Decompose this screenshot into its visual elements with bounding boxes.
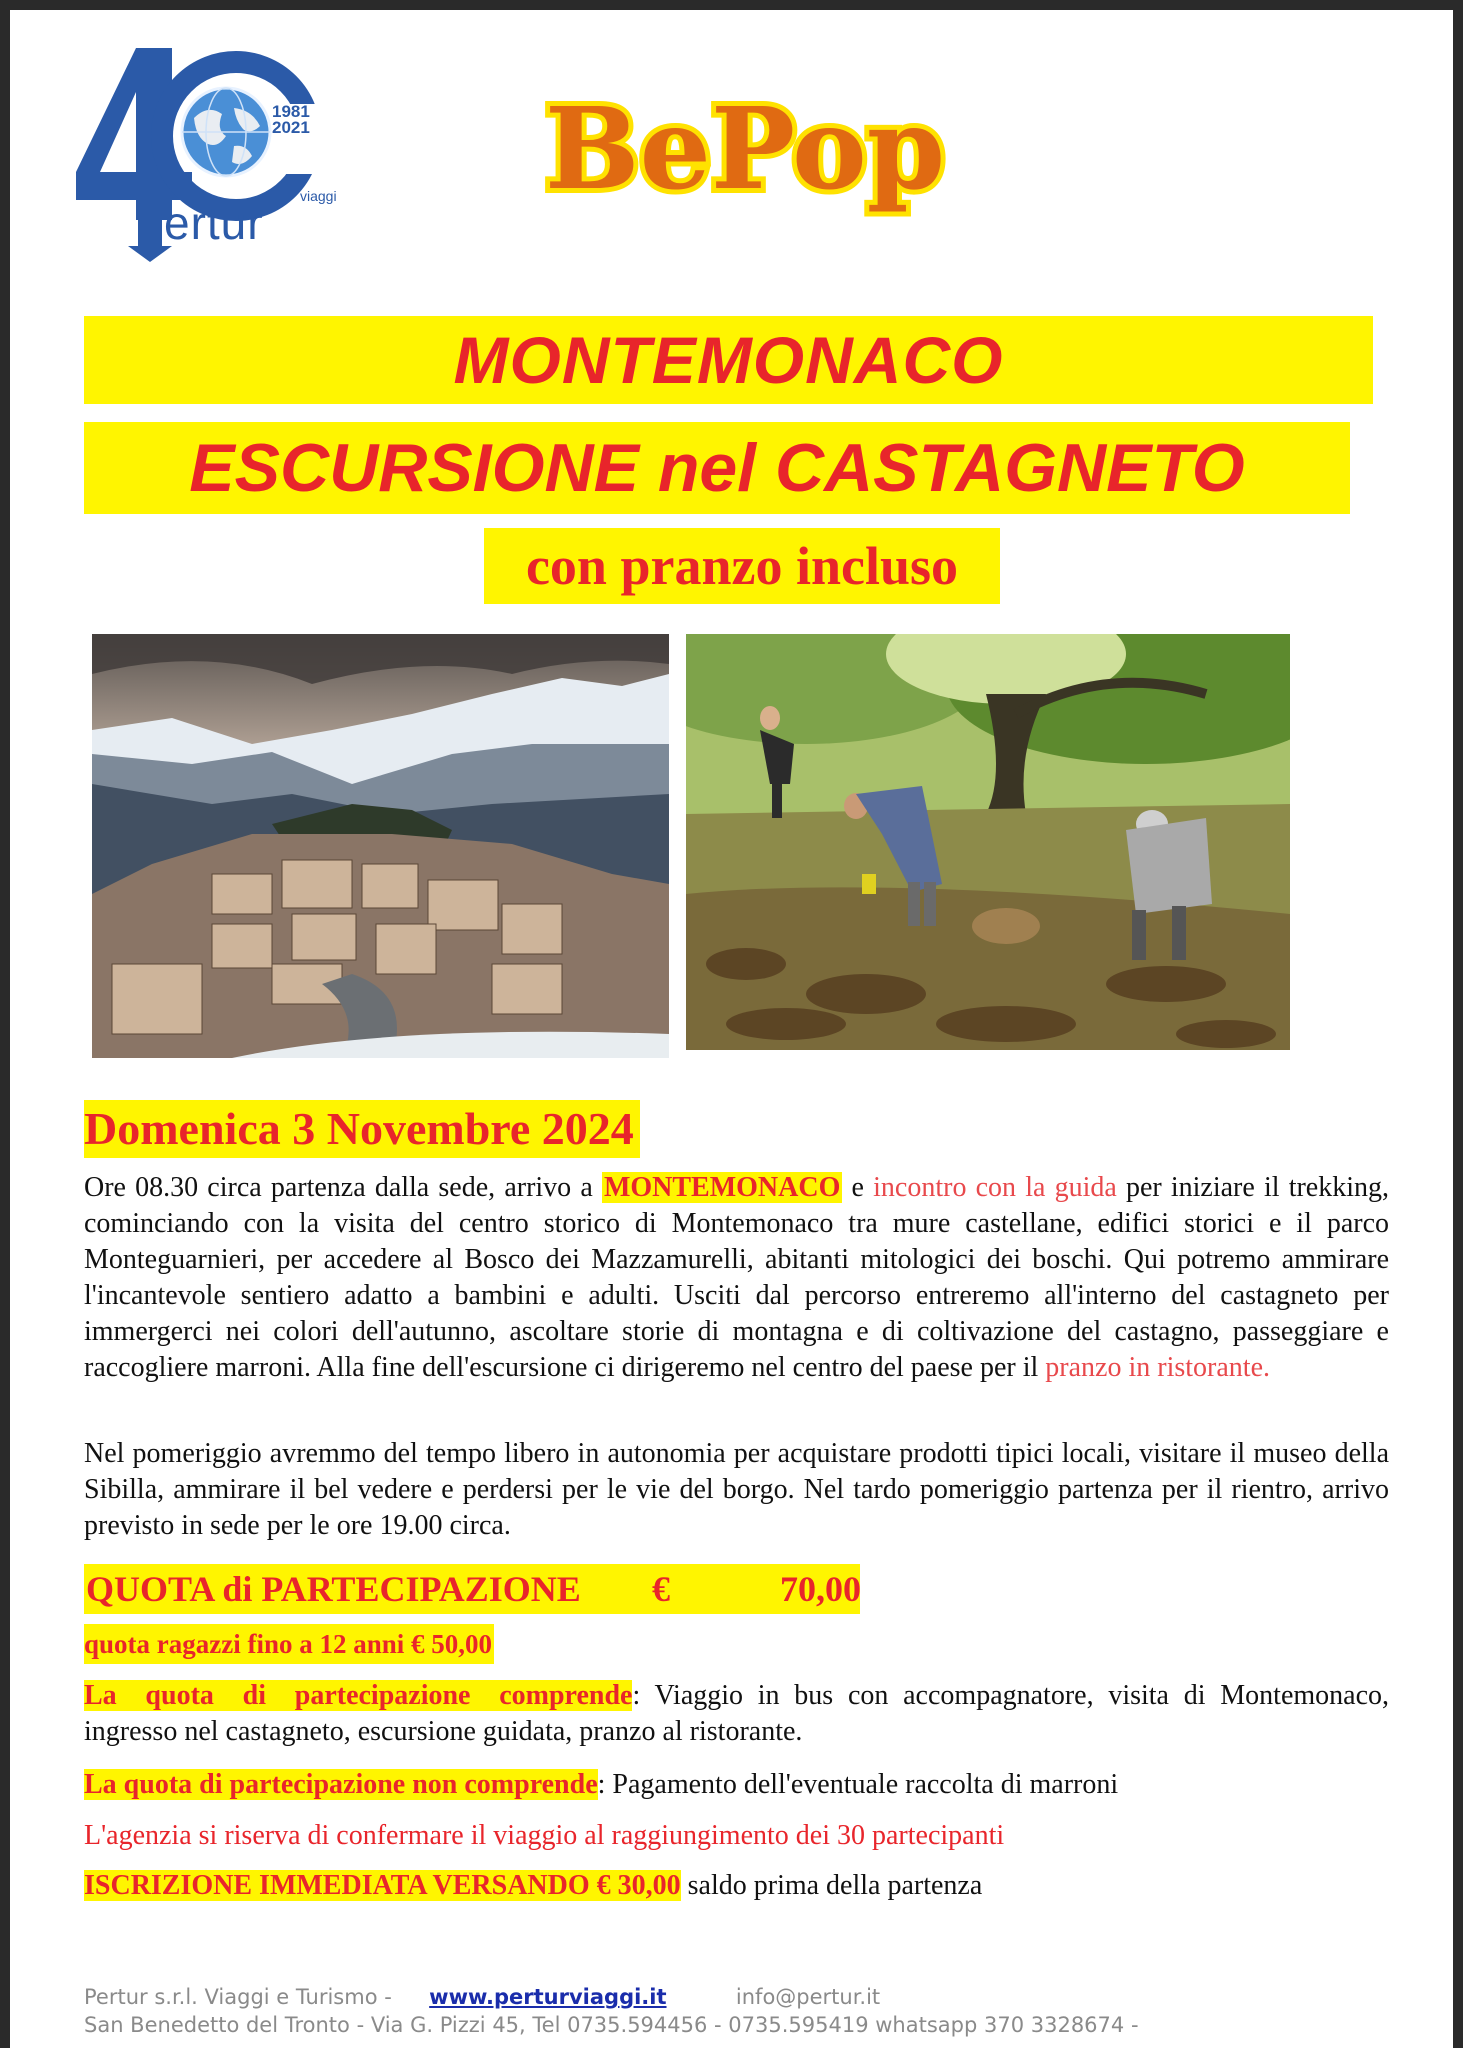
registration-line: ISCRIZIONE IMMEDIATA VERSANDO € 30,00 saldo prima della partenza xyxy=(84,1870,983,1901)
price-label: QUOTA di PARTECIPAZIONE xyxy=(86,1569,581,1609)
guide-meeting-text: incontro con la guida xyxy=(873,1172,1117,1203)
title-pranzo: con pranzo incluso xyxy=(525,536,959,596)
viaggi-label: viaggi xyxy=(300,188,337,204)
title-montemonaco: MONTEMONACO xyxy=(453,323,1004,397)
excludes-paragraph: La quota di partecipazione non comprende: Pagamento dell'eventuale raccolta di marroni xyxy=(84,1769,1119,1800)
chestnut-harvest-photo xyxy=(686,634,1290,1050)
bepop-logo xyxy=(525,78,965,228)
registration-label: ISCRIZIONE IMMEDIATA VERSANDO € 30,00 xyxy=(84,1870,681,1901)
includes-label: La quota di partecipazione comprende xyxy=(84,1680,633,1711)
footer-address: San Benedetto del Tronto - Via G. Pizzi 45, Tel 0735.594456 - 0735.595419 whatsapp 370 3328674 - xyxy=(84,2013,1139,2037)
includes-paragraph: La quota di partecipazione comprende: Viaggio in bus con accompagnatore, visita di Montemonaco, ingresso nel castagneto, escursione guidata, pranzo al ristorante. xyxy=(84,1680,1390,1747)
price-currency: € xyxy=(652,1569,670,1609)
anniversary-years: 1981 2021 xyxy=(272,102,310,137)
lunch-text: pranzo in ristorante. xyxy=(1045,1352,1270,1383)
mountain-village-photo xyxy=(92,634,669,1058)
itinerary-paragraph: Ore 08.30 circa partenza dalla sede, arrivo a MONTEMONACO e incontro con la guida per iniziare il trekking, cominciando con la visita del centro storico di Montemonaco tra mure castellane, edifici storici e il parco Monteguarnieri, per accedere al Bosco dei Mazzamurelli, abitanti mitologici dei boschi. Qui potremo ammirare l'incantevole sentiero adatto a bambini e adulti. Usciti dal percorso entreremo all'interno del castagneto per immergerci nei colori dell'autunno, ascoltare storie di montagna e di coltivazione del castagno, passeggiare e raccogliere marroni. Alla fine dell'escursione ci dirigeremo nel centro del paese per il pranzo in ristorante. xyxy=(84,1172,1389,1383)
kids-price: quota ragazzi fino a 12 anni € 50,00 xyxy=(84,1624,494,1664)
footer-company: Pertur s.r.l. Viaggi e Turismo - xyxy=(84,1985,392,2009)
footer-email[interactable]: info@pertur.it xyxy=(735,1985,881,2009)
price-value: 70,00 xyxy=(780,1569,861,1609)
title-escursione: ESCURSIONE nel CASTAGNETO xyxy=(189,430,1245,506)
destination-highlight: MONTEMONACO xyxy=(603,1172,841,1203)
price-line xyxy=(84,1564,860,1614)
footer-website-link[interactable]: www.perturviaggi.it xyxy=(429,1985,667,2009)
bepop-text: BePop xyxy=(544,84,946,215)
pertur-wordmark: ertur xyxy=(164,197,264,249)
pertur-logo xyxy=(76,44,346,264)
confirmation-notice: L'agenzia si riserva di confermare il viaggio al raggiungimento dei 30 partecipanti xyxy=(84,1820,1005,1851)
excludes-label: La quota di partecipazione non comprende xyxy=(84,1769,598,1800)
event-date: Domenica 3 Novembre 2024 xyxy=(84,1100,640,1158)
flyer-page xyxy=(10,10,1453,2048)
footer-line-1 xyxy=(84,1985,880,2009)
afternoon-paragraph: Nel pomeriggio avremmo del tempo libero in autonomia per acquistare prodotti tipici locali, visitare il museo della Sibilla, ammirare il bel vedere e perdersi per le vie del borgo. Nel tardo pomeriggio partenza per il rientro, arrivo previsto in sede per le ore 19.00 circa. xyxy=(84,1438,1389,1541)
